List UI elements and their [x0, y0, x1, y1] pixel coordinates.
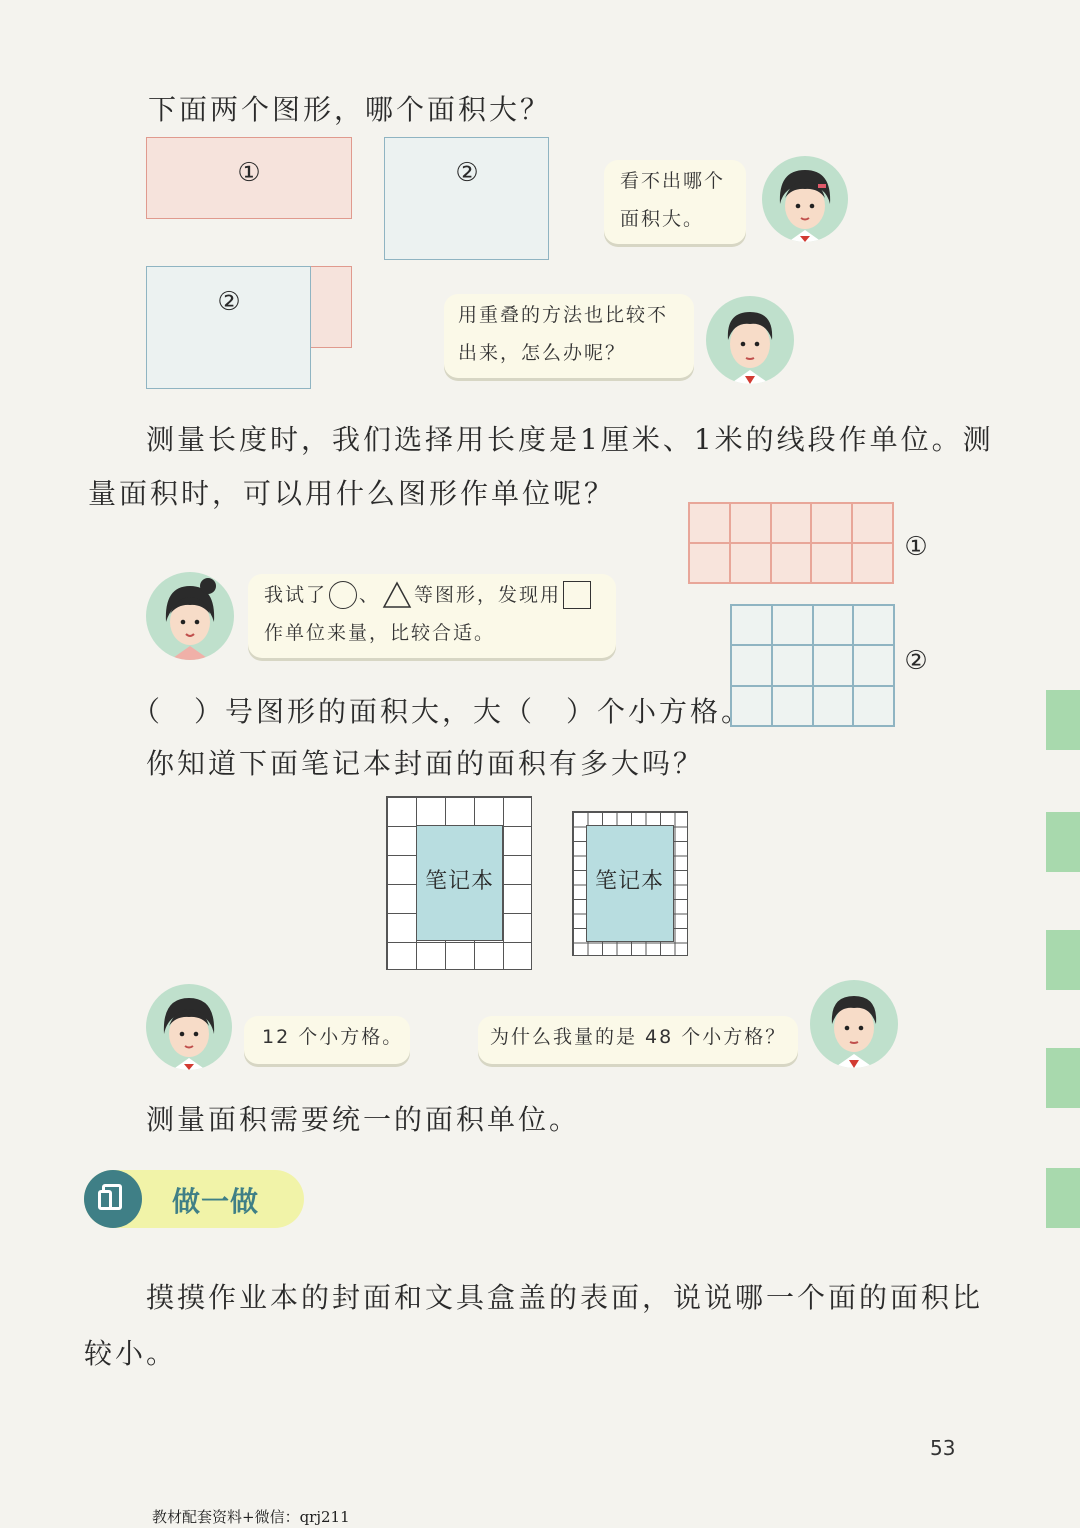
bubble-line: [264, 576, 616, 614]
bubble-line: 作单位来量，比较合适。: [264, 622, 496, 644]
shape-1: [146, 137, 352, 219]
bubble-text: 等图形，发现用: [414, 584, 562, 606]
shape-2: [384, 137, 549, 260]
notebook-label: 笔记本: [425, 869, 495, 894]
paragraph-1-line-2: 量面积时，可以用什么图形作单位呢？: [88, 477, 616, 510]
girl-avatar-1: [762, 156, 848, 242]
bubble-line: 为什么我量的是 48 个小方格？: [490, 1026, 787, 1048]
boy-avatar-1: [706, 296, 794, 384]
speech-bubble-girl-1: [604, 160, 746, 244]
girl-avatar-2: [146, 572, 234, 660]
bubble-line: 出来，怎么办呢？: [458, 342, 627, 364]
footer-text: 教材配套资料+微信：qrj211: [152, 1508, 350, 1526]
grid-shape-1-label: ①: [904, 532, 928, 562]
edge-tab-3: [1046, 930, 1080, 990]
circle-icon: [329, 581, 357, 609]
bubble-text: 、: [359, 584, 381, 606]
section-badge-icon: [84, 1170, 142, 1228]
question-1: 下面两个图形，哪个面积大？: [148, 93, 552, 126]
speech-bubble-boy-1: [444, 294, 694, 378]
bubble-line: 看不出哪个: [620, 170, 726, 192]
question-2: 你知道下面笔记本封面的面积有多大吗？: [146, 747, 705, 780]
notebook-label: 笔记本: [595, 869, 665, 894]
exercise-line-2: 较小。: [84, 1337, 178, 1370]
speech-bubble-girl-3: [244, 1016, 410, 1064]
section-title: 做一做: [172, 1185, 260, 1218]
girl-avatar-3: [146, 984, 232, 1070]
speech-bubble-girl-2: [248, 574, 616, 658]
page-number: 53: [930, 1436, 956, 1460]
conclusion-text: 测量面积需要统一的面积单位。: [146, 1103, 581, 1136]
bubble-line: 面积大。: [620, 208, 705, 230]
edge-tab-1: [1046, 690, 1080, 750]
overlap-shape-2-label: ②: [217, 287, 241, 317]
shape-1-label: ①: [237, 158, 261, 188]
notebook-cover-large: [416, 825, 503, 941]
overlap-shape-2: [146, 266, 311, 389]
boy-avatar-2: [810, 980, 898, 1068]
fill-blank-question: （ ）号图形的面积大，大（ ）个小方格。: [132, 695, 753, 728]
grid-shape-2: [730, 604, 895, 727]
exercise-line-1: 摸摸作业本的封面和文具盒盖的表面，说说哪一个面的面积比: [146, 1281, 984, 1314]
shape-2-label: ②: [455, 158, 479, 188]
grid-shape-1: [688, 502, 894, 584]
bubble-line: 用重叠的方法也比较不: [458, 304, 669, 326]
grid-shape-2-label: ②: [904, 646, 928, 676]
paragraph-1-line-1: 测量长度时，我们选择用长度是1厘米、1米的线段作单位。测: [146, 423, 994, 456]
speech-bubble-boy-2: [478, 1016, 798, 1064]
bubble-text: 我试了: [264, 584, 328, 606]
triangle-icon: [382, 581, 412, 609]
section-header: [84, 1170, 304, 1228]
edge-tab-4: [1046, 1048, 1080, 1108]
notebook-cover-small: [586, 825, 674, 942]
bubble-line: 12 个小方格。: [262, 1026, 404, 1048]
square-icon: [563, 581, 591, 609]
edge-tab-2: [1046, 812, 1080, 872]
edge-tab-5: [1046, 1168, 1080, 1228]
